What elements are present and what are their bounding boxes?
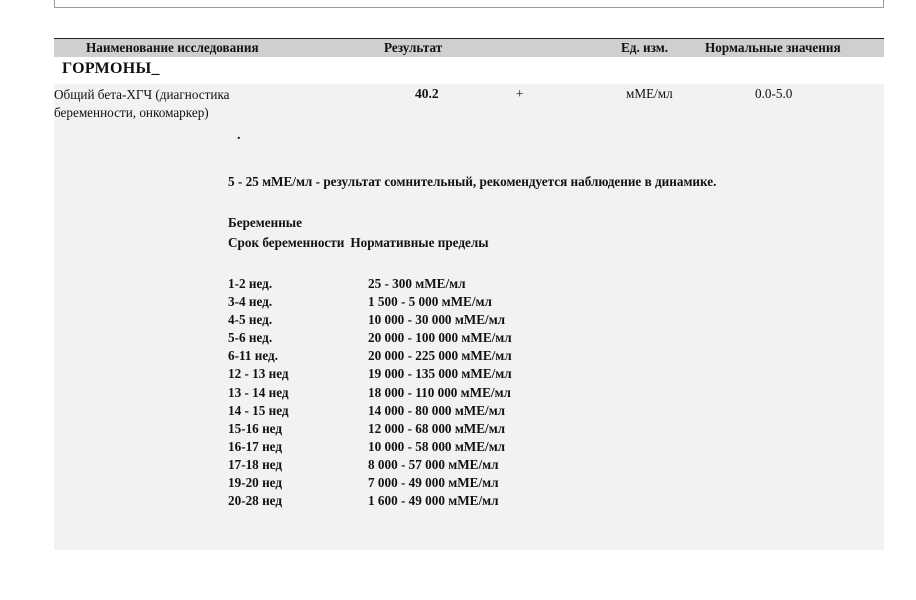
header-unit: Ед. изм. — [621, 40, 669, 55]
range: 7 000 - 49 000 мМЕ/мл — [368, 475, 499, 491]
test-unit: мМЕ/мл — [626, 86, 673, 101]
range: 14 000 - 80 000 мМЕ/мл — [368, 402, 506, 418]
header-test-name: Наименование исследования — [86, 40, 259, 55]
term: 20-28 нед — [228, 493, 283, 509]
previous-section-box — [54, 0, 884, 8]
note-dot: . — [237, 128, 241, 143]
range: 20 000 - 225 000 мМЕ/мл — [368, 348, 512, 364]
test-name: Общий бета-ХГЧ (диагностика беременности, онкомаркер) — [54, 87, 230, 120]
pregnancy-subheader — [228, 235, 489, 251]
range: 10 000 - 30 000 мМЕ/мл — [368, 312, 506, 328]
range: 25 - 300 мМЕ/мл — [368, 276, 466, 291]
term: 12 - 13 нед — [228, 366, 289, 382]
header-result: Результат — [384, 40, 443, 55]
test-norm: 0.0-5.0 — [755, 86, 793, 101]
pregnancy-col-term: Срок беременности — [228, 235, 345, 250]
term: 14 - 15 нед — [228, 402, 289, 418]
range: 12 000 - 68 000 мМЕ/мл — [368, 420, 506, 436]
section-title: ГОРМОНЫ_ — [62, 60, 160, 77]
range: 19 000 - 135 000 мМЕ/мл — [368, 366, 512, 382]
term: 4-5 нед. — [228, 312, 273, 328]
term: 17-18 нед — [228, 456, 283, 472]
term: 13 - 14 нед — [228, 384, 289, 400]
header-norm: Нормальные значения — [705, 40, 841, 55]
doubtful-result-note: 5 - 25 мМЕ/мл - результат сомнительный, рекомендуется наблюдение в динамике. — [228, 174, 717, 189]
range: 8 000 - 57 000 мМЕ/мл — [368, 456, 499, 472]
pregnancy-title: Беременные — [228, 215, 302, 230]
test-value: 40.2 — [415, 86, 439, 101]
term: 16-17 нед — [228, 438, 283, 454]
term: 1-2 нед. — [228, 276, 273, 291]
term: 5-6 нед. — [228, 330, 273, 346]
range: 1 500 - 5 000 мМЕ/мл — [368, 294, 492, 310]
range: 10 000 - 58 000 мМЕ/мл — [368, 438, 506, 454]
range: 20 000 - 100 000 мМЕ/мл — [368, 330, 512, 346]
range: 18 000 - 110 000 мМЕ/мл — [368, 384, 511, 400]
table-header — [54, 38, 884, 57]
pregnancy-col-norm: Нормативные пределы — [350, 235, 489, 250]
test-flag: + — [516, 86, 524, 101]
range: 1 600 - 49 000 мМЕ/мл — [368, 493, 499, 509]
term: 15-16 нед — [228, 420, 283, 436]
term: 19-20 нед — [228, 475, 283, 491]
term: 3-4 нед. — [228, 294, 273, 310]
term: 6-11 нед. — [228, 348, 278, 364]
